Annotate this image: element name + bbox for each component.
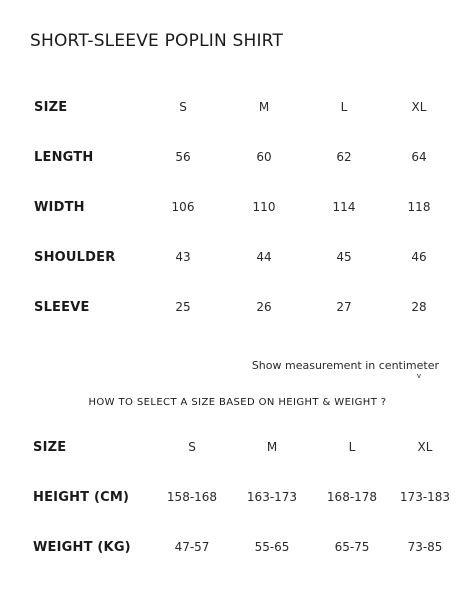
row-label: WIDTH xyxy=(34,199,85,215)
page-title: SHORT-SLEEVE POPLIN SHIRT xyxy=(30,31,284,51)
length-cell-s: 56 xyxy=(175,150,191,164)
shoulder-cell-l: 45 xyxy=(336,250,352,264)
table-row-height xyxy=(33,472,459,522)
size-cell-l: L xyxy=(340,100,348,114)
row-label: SIZE xyxy=(33,439,67,455)
row-label: HEIGHT (CM) xyxy=(33,489,130,505)
width-cell-l: 114 xyxy=(332,200,356,214)
height-cell-xl: 173-183 xyxy=(399,490,451,504)
measurements-table xyxy=(34,82,456,332)
sleeve-cell-l: 27 xyxy=(336,300,352,314)
size-cell-m: M xyxy=(258,100,270,114)
height-cell-m: 163-173 xyxy=(246,490,298,504)
size-cell-s: S xyxy=(179,100,187,114)
shoulder-cell-xl: 46 xyxy=(411,250,427,264)
length-cell-xl: 64 xyxy=(411,150,427,164)
unit-selector[interactable]: Show measurement in centimeter xyxy=(251,359,439,372)
weight-cell-xl: 73-85 xyxy=(407,540,443,554)
width-cell-m: 110 xyxy=(252,200,276,214)
row-label: SHOULDER xyxy=(34,249,116,265)
length-cell-m: 60 xyxy=(256,150,272,164)
width-cell-xl: 118 xyxy=(407,200,431,214)
sleeve-cell-m: 26 xyxy=(256,300,272,314)
size-cell-xl: XL xyxy=(417,440,433,454)
table-row-sleeve xyxy=(34,282,456,332)
height-weight-table xyxy=(33,422,459,572)
row-label: SIZE xyxy=(34,99,68,115)
height-cell-s: 158-168 xyxy=(166,490,218,504)
length-cell-l: 62 xyxy=(336,150,352,164)
table-row-shoulder xyxy=(34,232,456,282)
size-cell-s: S xyxy=(188,440,196,454)
chevron-down-icon[interactable]: v xyxy=(416,372,421,380)
table-row-size xyxy=(34,82,456,132)
size-cell-m: M xyxy=(266,440,278,454)
weight-cell-m: 55-65 xyxy=(254,540,290,554)
size-cell-xl: XL xyxy=(411,100,427,114)
row-label: LENGTH xyxy=(34,149,94,165)
table-row-weight xyxy=(33,522,459,572)
table-row-width xyxy=(34,182,456,232)
sleeve-cell-s: 25 xyxy=(175,300,191,314)
size-cell-l: L xyxy=(348,440,356,454)
row-label: WEIGHT (KG) xyxy=(33,539,131,555)
shoulder-cell-m: 44 xyxy=(256,250,272,264)
shoulder-cell-s: 43 xyxy=(175,250,191,264)
table-row-length xyxy=(34,132,456,182)
weight-cell-s: 47-57 xyxy=(174,540,210,554)
height-weight-heading: HOW TO SELECT A SIZE BASED ON HEIGHT & WEIGHT ? xyxy=(88,397,387,408)
row-label: SLEEVE xyxy=(34,299,90,315)
weight-cell-l: 65-75 xyxy=(334,540,370,554)
height-cell-l: 168-178 xyxy=(326,490,378,504)
table-row-size xyxy=(33,422,459,472)
width-cell-s: 106 xyxy=(171,200,195,214)
sleeve-cell-xl: 28 xyxy=(411,300,427,314)
